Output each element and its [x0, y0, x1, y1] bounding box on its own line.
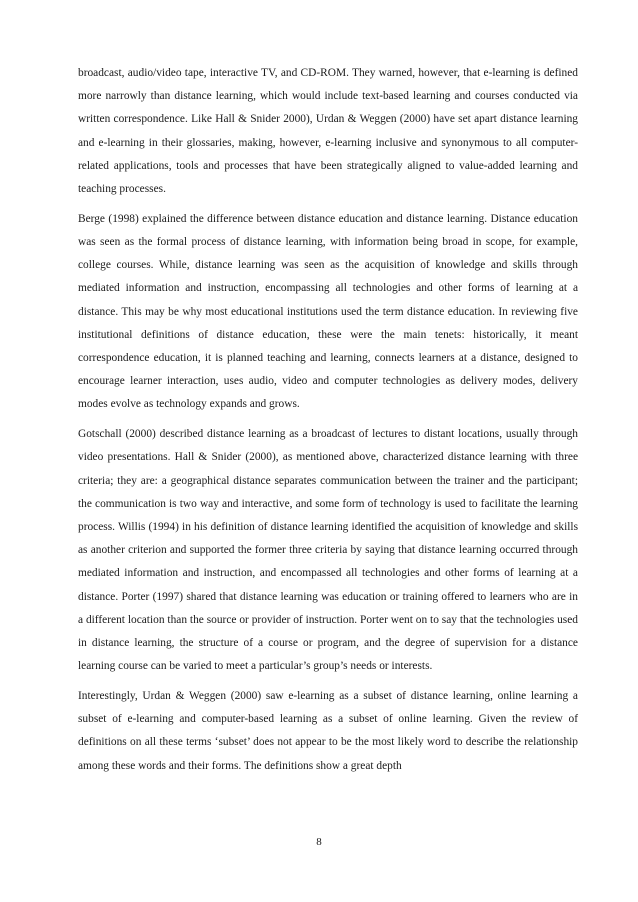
- paragraph-1: broadcast, audio/video tape, interactive TV, and CD-ROM. They warned, however, that e-learning is defined more narrowly than distance learning, which would include text-based learning and courses conducted via written correspondence. Like Hall & Snider 2000), Urdan & Weggen (2000) have set apart distance learning and e-learning in their glossaries, making, however, e-learning inclusive and synonymous to all computer-related applications, tools and processes that have been strategically aligned to value-added learning and teaching processes.: [78, 67, 578, 196]
- paragraph-4: Interestingly, Urdan & Weggen (2000) saw e-learning as a subset of distance learning, online learning a subset of e-learning and computer-based learning as a subset of online learning. Given the review of definitions on all these terms ‘subset’ does not appear to be the most likely word to describe the relationship among these words and their forms. The definitions show a great depth: [78, 690, 578, 772]
- paragraph-3: Gotschall (2000) described distance learning as a broadcast of lectures to distant locations, usually through video presentations. Hall & Snider (2000), as mentioned above, characterized distance learning with three criteria; they are: a geographical distance separates communication between the trainer and the participant; the communication is two way and interactive, and some form of technology is used to facilitate the learning process. Willis (1994) in his definition of distance learning identified the acquisition of knowledge and skills as another criterion and supported the former three criteria by saying that distance learning occurred through mediated information and instruction, and encompassed all technologies and other forms of learning at a distance. Porter (1997) shared that distance learning was education or training offered to learners who are in a different location than the source or provider of instruction. Porter went on to say that the technologies used in distance learning, the structure of a course or program, and the degree of supervision for a distance learning course can be varied to meet a particular’s group’s needs or interests.: [78, 428, 578, 673]
- paragraph-2: Berge (1998) explained the difference between distance education and distance learning. Distance education was seen as the formal process of distance learning, with information being broad in scope, for example, college courses. While, distance learning was seen as the acquisition of knowledge and skills through mediated information and instruction, encompassing all technologies and other forms of learning at a distance. This may be why most educational institutions used the term distance education. In reviewing five institutional definitions of distance education, these were the main tenets: historically, it meant correspondence education, it is planned teaching and learning, connects learners at a distance, designed to encourage learner interaction, uses audio, video and computer technologies as delivery modes, delivery modes evolve as technology expands and grows.: [78, 212, 578, 411]
- body-text: [78, 62, 578, 784]
- page-number: 8: [316, 836, 322, 848]
